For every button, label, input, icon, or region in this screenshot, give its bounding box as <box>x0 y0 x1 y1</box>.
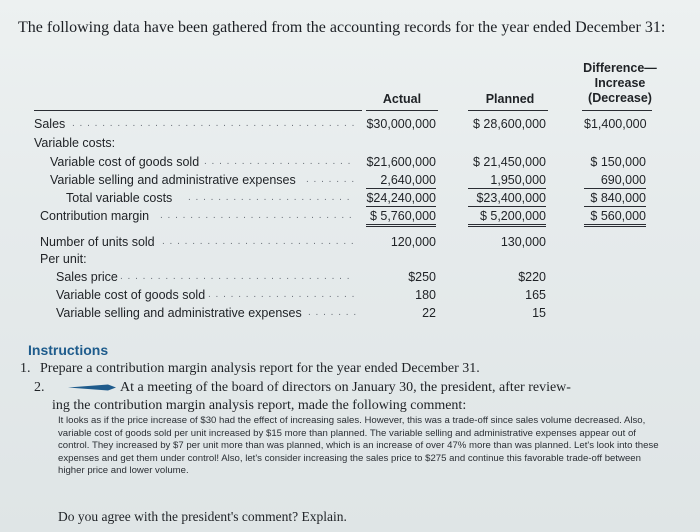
row-label: Sales <box>34 117 66 131</box>
table-row-unit-variable-cogs <box>0 287 700 303</box>
row-label: Per unit: <box>40 252 87 266</box>
cell-difference: $ 840,000 <box>584 190 646 207</box>
instruction-item-1-number: 1. <box>20 361 31 376</box>
question-text: Do you agree with the president's comment? Explain. <box>58 509 347 524</box>
row-label: Variable selling and administrative expenses <box>50 173 296 187</box>
cell-planned: 165 <box>525 288 546 302</box>
cell-planned: $23,400,000 <box>468 190 546 207</box>
table-row-variable-costs <box>0 135 700 151</box>
instruction-item-2-number: 2. <box>34 380 45 395</box>
header-rule <box>582 110 652 111</box>
header-difference-line2: Increase <box>594 76 646 90</box>
cell-difference: $1,400,000 <box>584 117 647 131</box>
row-label: Sales price <box>56 270 118 284</box>
cell-actual: 2,640,000 <box>366 172 436 189</box>
cell-planned: $220 <box>518 270 546 284</box>
cell-planned: $ 5,200,000 <box>468 208 546 227</box>
table-row-sales-price <box>0 269 700 285</box>
intro-text: The following data have been gathered from the accounting records for the year ended December 31: <box>18 19 666 36</box>
header-difference-line3: (Decrease) <box>588 91 652 105</box>
instruction-item-2-line2: ing the contribution margin analysis report, made the following comment: <box>52 398 467 413</box>
president-quote: It looks as if the price increase of $30 had the effect of increasing sales. However, this was a trade-off since sales volume decreased. Also, variable cost of goods sold per unit increased by $15 more than planned. The variable selling and administrative expenses appear out of control. They increased by $7 per unit more than was planned, which is an increase of over 47% more than was planned. Let's look into these expenses and get them under control! Also, let's consider increasing the sales price to $275 and continue this favorable trade-off between higher price and lower volume. <box>58 415 659 476</box>
cell-actual: $24,240,000 <box>366 191 436 205</box>
cell-actual: $21,600,000 <box>366 155 436 169</box>
header-difference-line1: Difference— <box>583 61 657 75</box>
cell-difference: 690,000 <box>584 172 646 189</box>
header-planned: Planned <box>485 92 535 106</box>
instructions-title: Instructions <box>28 342 109 358</box>
leader-dots: . . . . . . . . . . . . . . . . . . . . <box>208 289 356 300</box>
arrow-icon <box>68 384 116 391</box>
instruction-item-1: Prepare a contribution margin analysis report for the year ended December 31. <box>40 361 480 376</box>
row-label: Contribution margin <box>40 209 150 223</box>
cell-actual: 22 <box>422 306 436 320</box>
row-label: Total variable costs <box>66 191 173 205</box>
header-actual: Actual <box>382 92 422 106</box>
row-label: Variable selling and administrative expenses <box>56 306 302 320</box>
table-row-sales <box>0 116 700 132</box>
row-label: Variable cost of goods sold <box>50 155 200 169</box>
table-row-variable-cogs <box>0 154 700 170</box>
cell-planned: 15 <box>532 306 546 320</box>
row-label: Variable cost of goods sold <box>56 288 206 302</box>
row-label: Variable costs: <box>34 136 116 150</box>
table-row-contribution-margin <box>0 208 700 224</box>
leader-dots: . . . . . . . . . . . . . . . . . . . . <box>204 156 352 167</box>
leader-dots: . . . . . . . <box>308 307 358 318</box>
cell-actual: $250 <box>408 270 436 284</box>
cell-planned: $ 28,600,000 <box>473 117 546 131</box>
cell-actual: $30,000,000 <box>366 117 436 131</box>
header-rule <box>34 110 362 111</box>
leader-dots: . . . . . . . . . . . . . . . . . . . . . . . . . . . . . . . . . . . . . . <box>72 118 356 129</box>
header-rule <box>468 110 548 111</box>
table-row-total-variable-costs <box>0 190 700 206</box>
cell-planned: 130,000 <box>500 235 546 249</box>
header-difference <box>580 61 660 106</box>
instruction-item-2-line1: At a meeting of the board of directors on January 30, the president, after review- <box>120 380 571 395</box>
leader-dots: . . . . . . . . . . . . . . . . . . . . . . . . . . <box>162 236 355 247</box>
cell-actual: 120,000 <box>390 235 436 249</box>
header-rule <box>366 110 438 111</box>
leader-dots: . . . . . . . . . . . . . . . . . . . . . . . . . . <box>160 210 353 221</box>
table-row-unit-variable-sae <box>0 305 700 321</box>
leader-dots: . . . . . . . <box>306 174 356 185</box>
cell-actual: 180 <box>415 288 436 302</box>
cell-actual: $ 5,760,000 <box>366 208 436 227</box>
cell-difference: $ 560,000 <box>584 208 646 227</box>
table-row-per-unit <box>0 251 700 267</box>
cell-planned: 1,950,000 <box>468 172 546 189</box>
table-row-variable-sae <box>0 172 700 188</box>
cell-planned: $ 21,450,000 <box>473 155 546 169</box>
leader-dots: . . . . . . . . . . . . . . . . . . . . . . <box>188 192 351 203</box>
row-label: Number of units sold <box>40 235 155 249</box>
leader-dots: . . . . . . . . . . . . . . . . . . . . . . . . . . . . . . . <box>120 271 351 282</box>
cell-difference: $ 150,000 <box>590 155 646 169</box>
table-row-units-sold <box>0 234 700 250</box>
